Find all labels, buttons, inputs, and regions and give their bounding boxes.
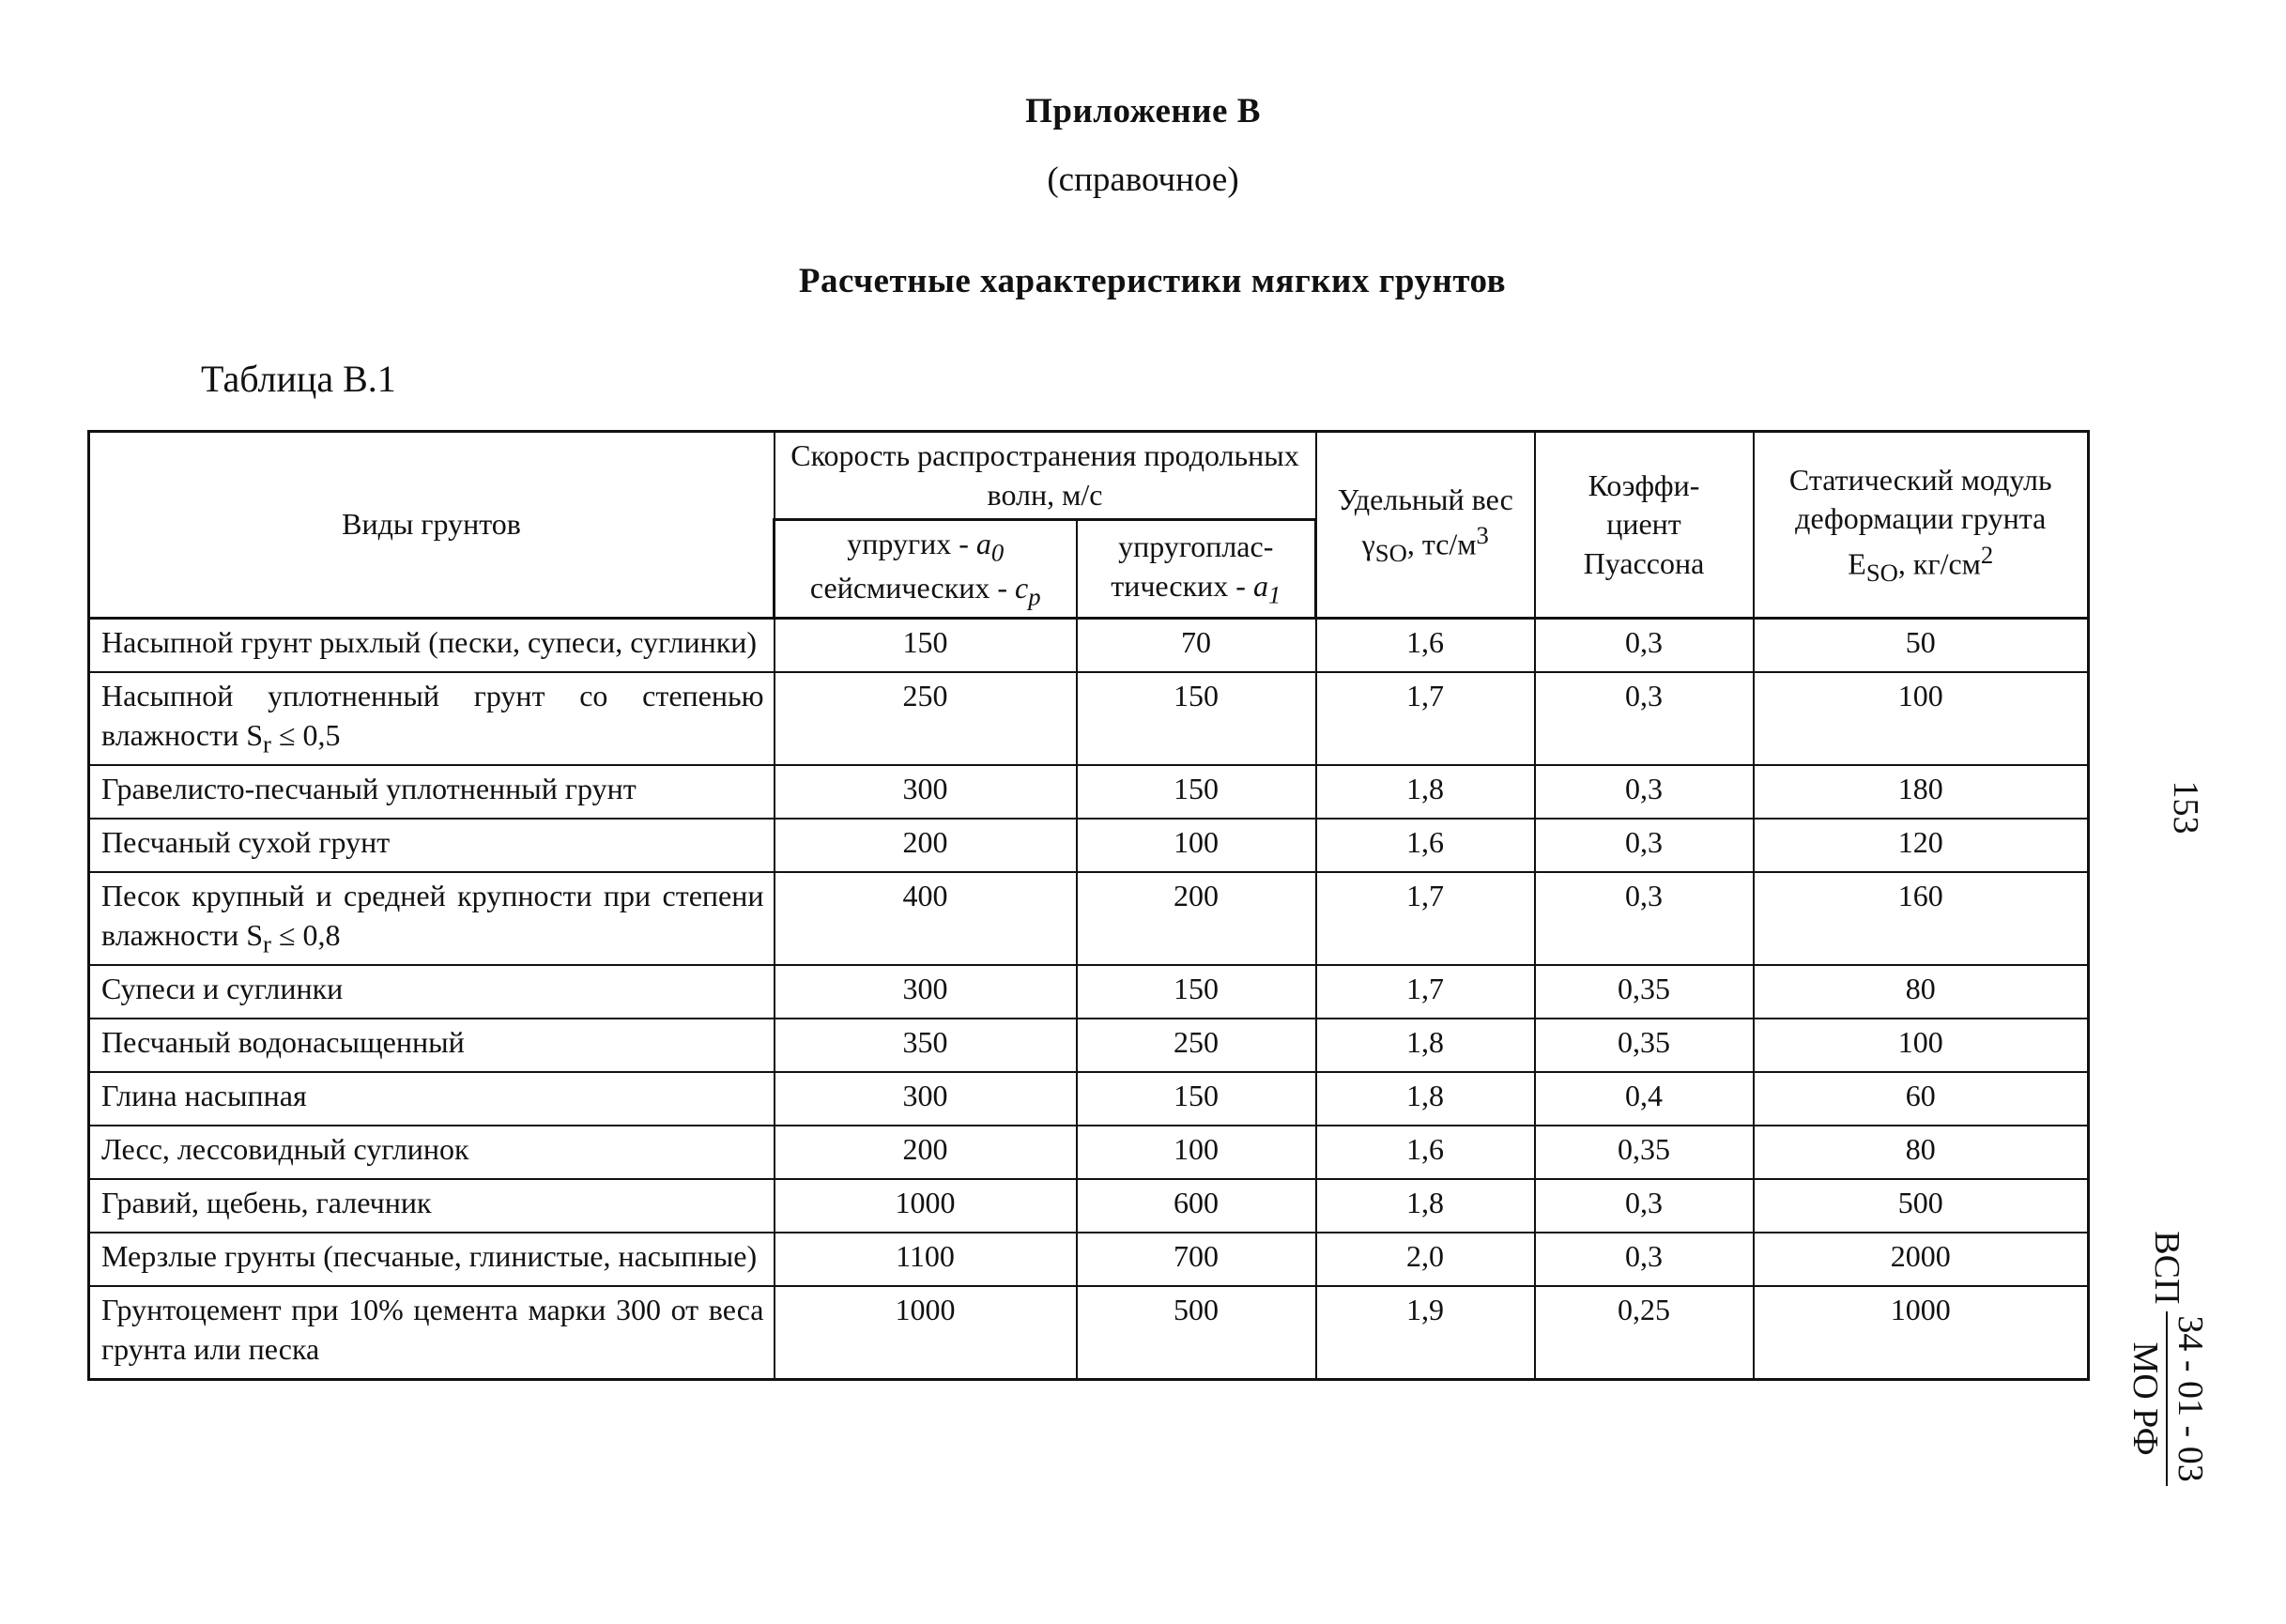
elastoplastic-speed-cell: 700 [1077, 1233, 1316, 1286]
poisson-cell: 0,3 [1535, 1179, 1754, 1233]
modulus-cell: 500 [1754, 1179, 2089, 1233]
soil-type-name: Песок крупный и средней крупности при степени влажности [101, 879, 764, 952]
header-wave-speed: Скорость распространения продольных волн, м/с [775, 432, 1316, 520]
elastic-speed-cell: 350 [775, 1019, 1077, 1072]
unit-weight-label: Удельный вес [1337, 482, 1513, 516]
table-row [89, 672, 2089, 765]
table-header [89, 432, 2089, 619]
elastic-speed-cell: 200 [775, 1126, 1077, 1179]
header-row-1 [89, 432, 2089, 520]
seismic-subscript: p [1028, 582, 1041, 611]
header-unit-weight [1316, 432, 1535, 619]
header-elastic [775, 520, 1077, 619]
modulus-symbol: E [1848, 546, 1866, 581]
modulus-subscript: SO [1865, 558, 1898, 587]
elastic-speed-cell: 300 [775, 765, 1077, 819]
table-row [89, 872, 2089, 965]
soil-subscript: r [263, 929, 271, 958]
poisson-cell: 0,35 [1535, 1019, 1754, 1072]
unit-weight-cell: 1,6 [1316, 819, 1535, 872]
elastoplastic-line-1: упругоплас- [1118, 529, 1274, 563]
soil-type-name: Насыпной уплотненный грунт со степенью влажности [101, 679, 764, 752]
seismic-symbol: c [1015, 571, 1029, 605]
soil-type-cell [89, 672, 775, 765]
elastoplastic-speed-cell: 150 [1077, 965, 1316, 1019]
header-elastoplastic [1077, 520, 1316, 619]
table-row [89, 1286, 2089, 1379]
unit-weight-unit: , тс/м [1406, 527, 1477, 561]
modulus-unit: , кг/см [1897, 546, 1981, 581]
unit-weight-cell: 1,8 [1316, 1072, 1535, 1126]
soil-type-cell [89, 965, 775, 1019]
table-row [89, 765, 2089, 819]
poisson-line-3: Пуассона [1583, 545, 1705, 580]
table-label: Таблица В.1 [201, 358, 396, 400]
elastic-speed-cell: 1000 [775, 1286, 1077, 1379]
appendix-subtitle: (справочное) [1047, 161, 1239, 199]
soil-type-name: Песчаный водонасыщенный [101, 1024, 465, 1059]
unit-weight-cell: 1,6 [1316, 619, 1535, 673]
soil-subscript: r [263, 729, 271, 758]
elastic-subscript: 0 [990, 538, 1005, 567]
soil-type-cell [89, 1233, 775, 1286]
modulus-cell: 100 [1754, 672, 2089, 765]
elastic-symbol: a [975, 527, 991, 561]
elastoplastic-speed-cell: 70 [1077, 619, 1316, 673]
poisson-cell: 0,35 [1535, 1126, 1754, 1179]
soil-type-name: Песчаный сухой грунт [101, 825, 391, 860]
elastoplastic-speed-cell: 150 [1077, 765, 1316, 819]
soil-condition: ≤ 0,8 [270, 917, 341, 952]
soil-symbol: S [246, 917, 263, 952]
poisson-cell: 0,3 [1535, 819, 1754, 872]
elastic-speed-cell: 300 [775, 1072, 1077, 1126]
unit-weight-cell: 1,8 [1316, 765, 1535, 819]
elastic-speed-cell: 1100 [775, 1233, 1077, 1286]
header-poisson [1535, 432, 1754, 619]
soil-type-cell [89, 1286, 775, 1379]
unit-weight-cell: 1,7 [1316, 965, 1535, 1019]
poisson-cell: 0,35 [1535, 965, 1754, 1019]
elastoplastic-symbol: a [1252, 568, 1268, 603]
elastic-speed-cell: 250 [775, 672, 1077, 765]
elastoplastic-speed-cell: 150 [1077, 1072, 1316, 1126]
poisson-cell: 0,3 [1535, 1233, 1754, 1286]
document-code-denominator: МО РФ [2125, 1341, 2165, 1456]
modulus-cell: 180 [1754, 765, 2089, 819]
poisson-cell: 0,4 [1535, 1072, 1754, 1126]
table-row [89, 1019, 2089, 1072]
unit-weight-symbol: γ [1361, 527, 1375, 561]
soil-type-cell [89, 1019, 775, 1072]
modulus-cell: 80 [1754, 965, 2089, 1019]
soil-type-name: Гравелисто-песчаный уплотненный грунт [101, 772, 637, 806]
soil-type-name: Супеси и суглинки [101, 971, 344, 1005]
soil-type-name: Гравий, щебень, галечник [101, 1186, 432, 1220]
unit-weight-cell: 1,8 [1316, 1179, 1535, 1233]
modulus-cell: 1000 [1754, 1286, 2089, 1379]
soil-type-name: Лесс, лессовидный суглинок [101, 1132, 469, 1166]
unit-weight-cell: 1,6 [1316, 1126, 1535, 1179]
modulus-text: Статический модуль деформации грунта [1788, 462, 2052, 536]
unit-weight-cell: 1,7 [1316, 672, 1535, 765]
soil-type-cell [89, 872, 775, 965]
elastoplastic-speed-cell: 100 [1077, 1126, 1316, 1179]
poisson-line-1: Коэффи- [1588, 467, 1700, 502]
modulus-cell: 2000 [1754, 1233, 2089, 1286]
modulus-cell: 50 [1754, 619, 2089, 673]
soil-type-cell [89, 1126, 775, 1179]
poisson-line-2: циент [1606, 507, 1681, 542]
modulus-cell: 100 [1754, 1019, 2089, 1072]
soil-type-name: Грунтоцемент при 10% цемента марки 300 от веса грунта или песка [101, 1293, 764, 1366]
poisson-cell: 0,3 [1535, 619, 1754, 673]
modulus-exponent: 2 [1980, 540, 1994, 569]
unit-weight-exponent: 3 [1476, 521, 1489, 550]
document-code-fraction [2125, 1311, 2209, 1485]
elastic-speed-cell: 1000 [775, 1179, 1077, 1233]
table-row [89, 1072, 2089, 1126]
soil-symbol: S [246, 717, 263, 752]
modulus-cell: 80 [1754, 1126, 2089, 1179]
soil-type-name: Глина насыпная [101, 1078, 307, 1112]
unit-weight-cell: 1,7 [1316, 872, 1535, 965]
table-row [89, 619, 2089, 673]
elastoplastic-speed-cell: 100 [1077, 819, 1316, 872]
soil-condition: ≤ 0,5 [270, 717, 341, 752]
elastic-prefix: упругих - [847, 527, 976, 561]
unit-weight-subscript: SO [1374, 539, 1407, 568]
modulus-cell: 60 [1754, 1072, 2089, 1126]
unit-weight-cell: 1,8 [1316, 1019, 1535, 1072]
table-row [89, 1179, 2089, 1233]
elastic-speed-cell: 200 [775, 819, 1077, 872]
elastoplastic-speed-cell: 250 [1077, 1019, 1316, 1072]
elastoplastic-speed-cell: 150 [1077, 672, 1316, 765]
soil-characteristics-table [87, 430, 2090, 1381]
soil-type-cell [89, 1179, 775, 1233]
unit-weight-cell: 2,0 [1316, 1233, 1535, 1286]
soil-type-name: Мерзлые грунты (песчаные, глинистые, насыпные) [101, 1239, 758, 1274]
document-code [2125, 1199, 2209, 1518]
poisson-cell: 0,3 [1535, 872, 1754, 965]
soil-type-cell [89, 765, 775, 819]
page-number: 153 [2166, 780, 2205, 835]
elastic-speed-cell: 300 [775, 965, 1077, 1019]
section-title: Расчетные характеристики мягких грунтов [798, 262, 1507, 300]
elastoplastic-speed-cell: 200 [1077, 872, 1316, 965]
elastoplastic-subscript: 1 [1267, 579, 1281, 608]
table-row [89, 1126, 2089, 1179]
modulus-cell: 160 [1754, 872, 2089, 965]
header-soil-type: Виды грунтов [89, 432, 775, 619]
modulus-cell: 120 [1754, 819, 2089, 872]
elastoplastic-speed-cell: 600 [1077, 1179, 1316, 1233]
appendix-title: Приложение В [1025, 92, 1261, 130]
document-code-numerator: 34 - 01 - 03 [2166, 1311, 2209, 1485]
header-modulus [1754, 432, 2089, 619]
table-row [89, 819, 2089, 872]
seismic-prefix: сейсмических - [809, 571, 1016, 605]
soil-type-cell [89, 619, 775, 673]
elastic-speed-cell: 400 [775, 872, 1077, 965]
table-row [89, 965, 2089, 1019]
elastoplastic-prefix: тических - [1111, 568, 1253, 603]
soil-type-cell [89, 1072, 775, 1126]
unit-weight-cell: 1,9 [1316, 1286, 1535, 1379]
table-row [89, 1233, 2089, 1286]
poisson-cell: 0,3 [1535, 765, 1754, 819]
document-code-prefix: ВСП [2147, 1231, 2186, 1305]
elastoplastic-speed-cell: 500 [1077, 1286, 1316, 1379]
elastic-speed-cell: 150 [775, 619, 1077, 673]
soil-type-name: Насыпной грунт рыхлый (пески, супеси, суглинки) [101, 625, 758, 660]
table-body [89, 619, 2089, 1380]
poisson-cell: 0,3 [1535, 672, 1754, 765]
soil-type-cell [89, 819, 775, 872]
poisson-cell: 0,25 [1535, 1286, 1754, 1379]
